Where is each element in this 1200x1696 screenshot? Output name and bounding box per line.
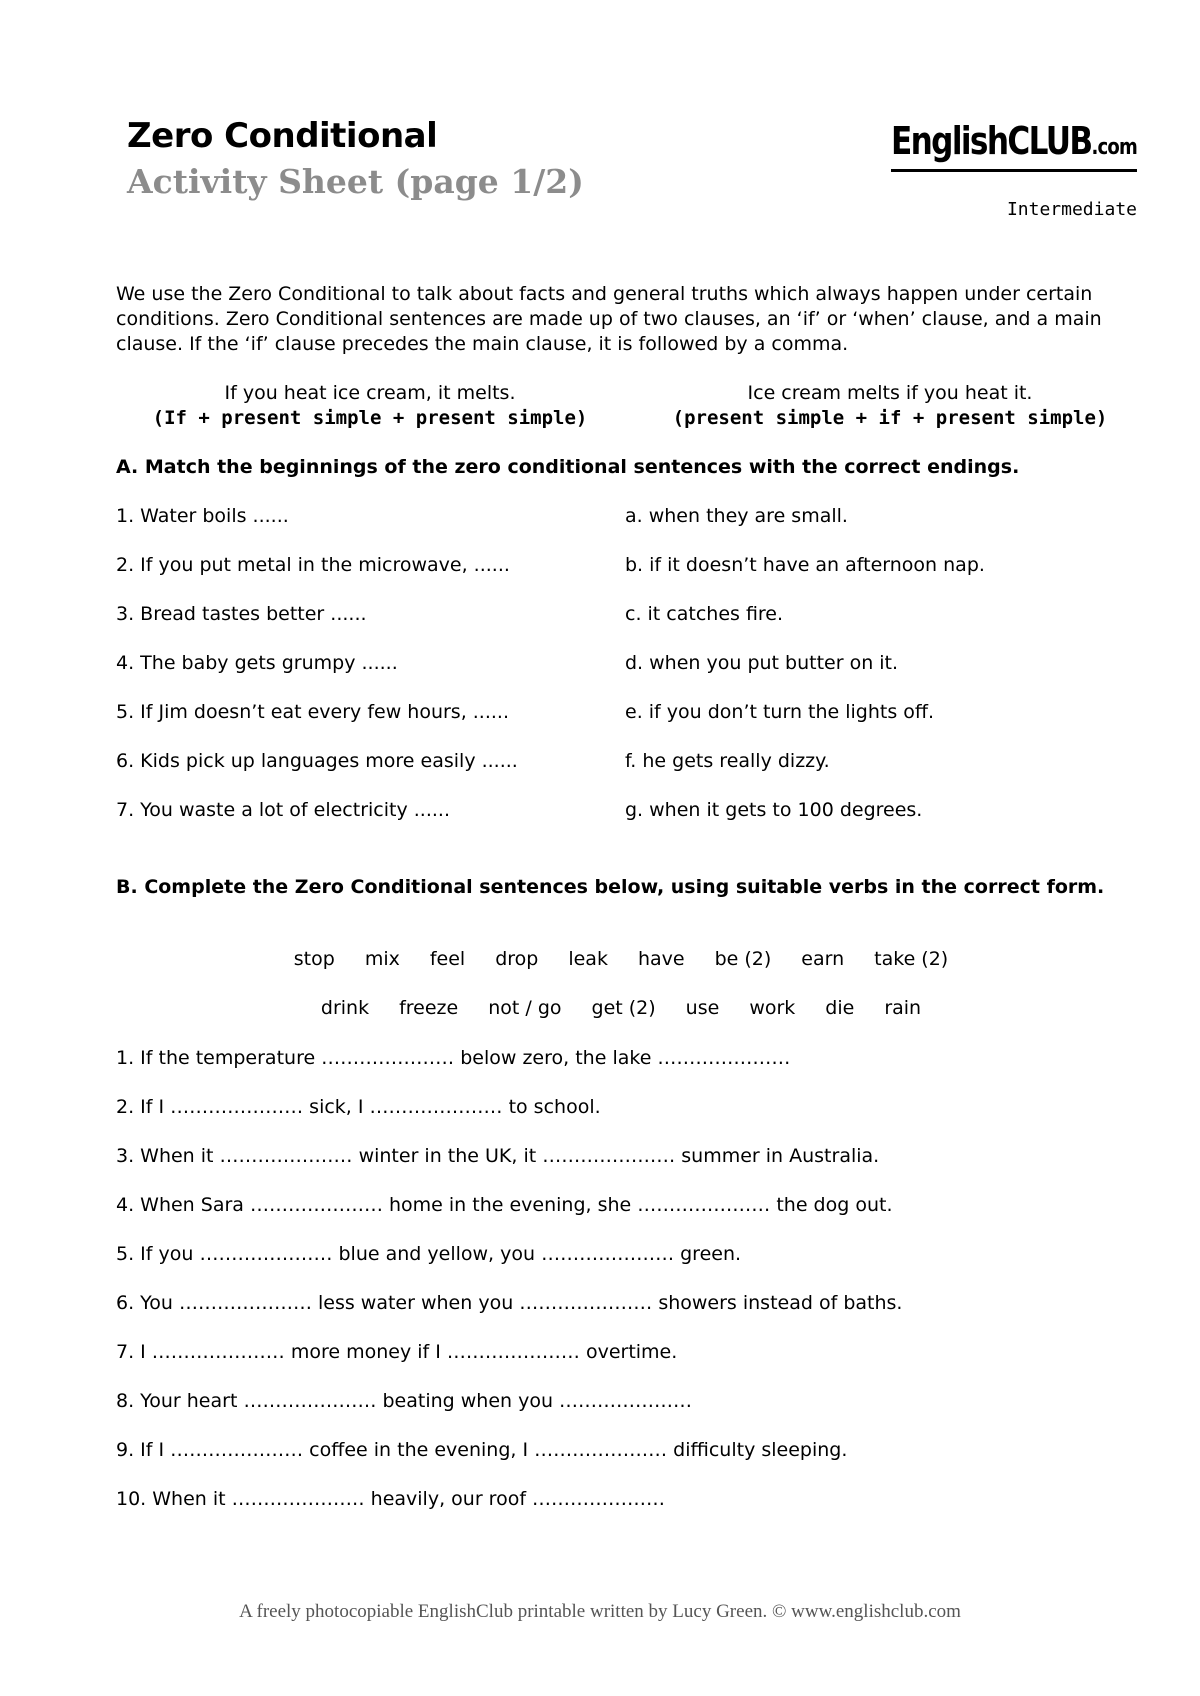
fill-in-sentence: 3. When it ………………… winter in the UK, it ………………… summer in Australia. [116,1145,880,1167]
match-beginning: 3. Bread tastes better ...... [116,603,367,625]
match-beginning: 2. If you put metal in the microwave, ...... [116,554,510,576]
example-sentence: Ice cream melts if you heat it. [747,382,1033,404]
match-beginning: 5. If Jim doesn’t eat every few hours, ...... [116,701,510,723]
level-label: Intermediate [1006,199,1137,220]
fill-in-sentence: 7. I ………………… more money if I ………………… overtime. [116,1341,678,1363]
word-bank-item: feel [429,948,466,970]
page-subtitle: Activity Sheet (page 1/2) [127,162,584,201]
word-bank-item: not / go [488,997,562,1019]
word-bank-item: mix [364,948,400,970]
fill-in-sentence: 10. When it ………………… heavily, our roof ………………… [116,1488,666,1510]
word-bank-item: earn [801,948,845,970]
intro-paragraph: We use the Zero Conditional to talk about facts and general truths which always happen under certain conditions. Zero Conditional sentences are made up of two clauses, an ‘if’ or ‘when’ clause, and a main clause. If the ‘if’ clause precedes the main clause, it is followed by a comma. [116,283,1102,355]
match-ending: d. when you put butter on it. [625,652,899,674]
match-ending: f. he gets really dizzy. [625,750,830,772]
fill-in-sentence: 6. You ………………… less water when you ………………… showers instead of baths. [116,1292,903,1314]
example-if-second [640,381,1140,431]
example-sentence: If you heat ice cream, it melts. [224,382,516,404]
word-bank-item: drink [320,997,370,1019]
word-bank-item: work [749,997,796,1019]
englishclub-logo [891,120,1137,172]
word-bank-item: die [825,997,855,1019]
example-formula: (If + present simple + present simple) [152,407,588,429]
section-a-heading: A. Match the beginnings of the zero conditional sentences with the correct endings. [116,456,1020,478]
footer-credit: A freely photocopiable EnglishClub printable written by Lucy Green. © www.englishclub.com [239,1601,961,1622]
word-bank-item: use [685,997,720,1019]
fill-in-sentence: 9. If I ………………… coffee in the evening, I ………………… difficulty sleeping. [116,1439,848,1461]
match-ending: e. if you don’t turn the lights off. [625,701,935,723]
match-ending: b. if it doesn’t have an afternoon nap. [625,554,985,576]
match-beginning: 4. The baby gets grumpy ...... [116,652,398,674]
word-bank-item: leak [568,948,608,970]
example-if-first [120,381,620,431]
logo-main: EnglishCLUB [891,119,1092,163]
match-ending: g. when it gets to 100 degrees. [625,799,923,821]
fill-in-sentence: 2. If I ………………… sick, I ………………… to school. [116,1096,601,1118]
word-bank-item: be (2) [714,948,772,970]
word-bank-item: take (2) [874,948,949,970]
word-bank-item: get (2) [591,997,656,1019]
word-bank-row-2 [116,997,1126,1019]
match-ending: a. when they are small. [625,505,848,527]
word-bank-row-1 [116,948,1126,970]
match-beginning: 6. Kids pick up languages more easily ...... [116,750,518,772]
logo-suffix: .com [1091,135,1137,160]
example-formula: (present simple + if + present simple) [672,407,1108,429]
page-title: Zero Conditional [127,116,438,156]
fill-in-sentence: 1. If the temperature ………………… below zero, the lake ………………… [116,1047,791,1069]
word-bank-item: stop [293,948,335,970]
word-bank-item: drop [495,948,539,970]
word-bank-item: have [637,948,685,970]
fill-in-sentence: 4. When Sara ………………… home in the evening, she ………………… the dog out. [116,1194,893,1216]
match-beginning: 1. Water boils ...... [116,505,289,527]
fill-in-sentence: 8. Your heart ………………… beating when you ………………… [116,1390,693,1412]
section-b-heading: B. Complete the Zero Conditional sentences below, using suitable verbs in the correct form. [116,876,1105,898]
word-bank-item: rain [884,997,922,1019]
match-beginning: 7. You waste a lot of electricity ...... [116,799,450,821]
fill-in-sentence: 5. If you ………………… blue and yellow, you ………………… green. [116,1243,742,1265]
match-ending: c. it catches fire. [625,603,784,625]
word-bank-item: freeze [399,997,459,1019]
